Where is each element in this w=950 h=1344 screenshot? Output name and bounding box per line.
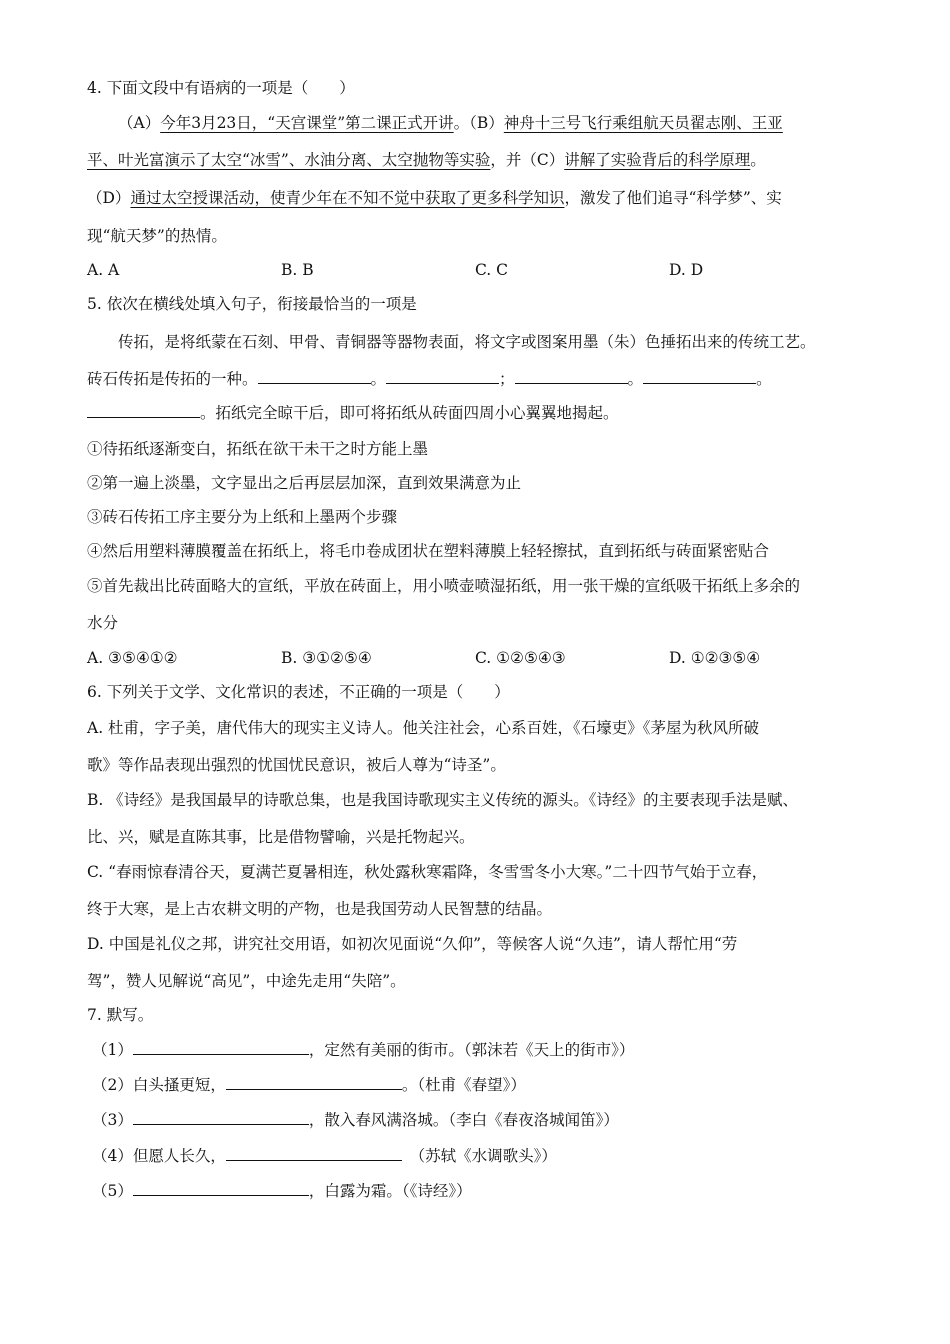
item-number: （3）	[92, 1111, 133, 1129]
q4-option-a[interactable]: A. A	[87, 261, 120, 279]
q6-option-a-cont: 歌》等作品表现出强烈的忧国忧民意识，被后人尊为“诗圣”。	[87, 756, 506, 774]
q4-passage-line-1	[118, 112, 890, 134]
segment-c: 讲解了实验背后的科学原理	[564, 151, 751, 169]
q4-option-d[interactable]: D. D	[669, 261, 704, 279]
label-c: （C）	[521, 151, 565, 169]
passage-text: ，激发了他们追寻“科学梦”、实	[564, 189, 782, 207]
item-text: （苏轼《水调歌头》）	[401, 1147, 557, 1165]
answer-blank[interactable]	[515, 368, 628, 384]
q6-option-b-cont: 比、兴，赋是直陈其事，比是借物譬喻，兴是托物起兴。	[87, 828, 475, 846]
punct: ，并	[490, 151, 522, 169]
q5-option-b[interactable]: B. ③①②⑤④	[281, 649, 372, 667]
q5-option-c[interactable]: C. ①②⑤④③	[475, 649, 566, 667]
q6-stem: 6. 下列关于文学、文化常识的表述，不正确的一项是（ ）	[87, 683, 510, 701]
item-number: （5）	[92, 1182, 133, 1200]
segment-b-cont: 平、叶光富演示了太空“冰雪”、水油分离、太空抛物等实验	[87, 151, 491, 169]
punct: 。	[756, 370, 772, 388]
q5-item-5-cont: 水分	[87, 614, 119, 632]
q4-passage-line-3	[87, 187, 890, 209]
q5-item-3: ③砖石传拓工序主要分为上纸和上墨两个步骤	[87, 508, 398, 526]
item-text: ，定然有美丽的街市。（郭沫若《天上的街市》）	[308, 1041, 635, 1059]
q4-option-b[interactable]: B. B	[281, 261, 314, 279]
q6-option-a[interactable]: A. 杜甫，字子美，唐代伟大的现实主义诗人。他关注社会，心系百姓，《石壕吏》《茅屋为秋风所破	[87, 719, 760, 737]
q7-item-3	[92, 1109, 890, 1131]
answer-blank[interactable]	[258, 368, 371, 384]
item-text: ，散入春风满洛城。（李白《春夜洛城闻笛》）	[308, 1111, 619, 1129]
q7-item-2	[92, 1074, 890, 1096]
q4-passage-line-4: 现“航天梦”的热情。	[87, 227, 227, 245]
q5-item-4: ④然后用塑料薄膜覆盖在拓纸上，将毛巾卷成团状在塑料薄膜上轻轻擦拭，直到拓纸与砖面紧密贴合	[87, 542, 770, 560]
q7-item-4	[92, 1145, 890, 1167]
segment-a: 今年3月23日，“天宫课堂”第二课正式开讲	[160, 114, 454, 132]
q4-passage-line-2	[87, 149, 890, 171]
answer-blank[interactable]	[643, 368, 756, 384]
q5-passage-line-2	[87, 368, 890, 390]
item-text: 但愿人长久，	[132, 1147, 226, 1165]
item-number: （4）	[92, 1147, 133, 1165]
q5-stem: 5. 依次在横线处填入句子，衔接最恰当的一项是	[87, 295, 417, 313]
q5-option-a[interactable]: A. ③⑤④①②	[87, 649, 178, 667]
punct: ；	[499, 370, 515, 388]
segment-b: 神舟十三号飞行乘组航天员翟志刚、王亚	[503, 114, 783, 132]
q6-option-d-cont: 驾”，赞人见解说“高见”，中途先走用“失陪”。	[87, 972, 406, 990]
q7-item-1	[92, 1039, 890, 1061]
q6-option-b[interactable]: B. 《诗经》是我国最早的诗歌总集，也是我国诗歌现实主义传统的源头。《诗经》的主要表现手法是赋、	[87, 791, 798, 809]
passage-text: 。拓纸完全晾干后，即可将拓纸从砖面四周小心翼翼地揭起。	[200, 404, 619, 422]
punct: 。	[453, 114, 470, 132]
item-text: 。（杜甫《春望》）	[401, 1076, 526, 1094]
q6-option-c[interactable]: C. “春雨惊春清谷天，夏满芒夏暑相连，秋处露秋寒霜降，冬雪雪冬小大寒。”二十四节气始于立春，	[87, 863, 768, 881]
punct: 。	[750, 151, 766, 169]
label-d: （D）	[87, 189, 131, 207]
label-a: （A）	[118, 114, 161, 132]
answer-blank[interactable]	[226, 1145, 402, 1161]
answer-blank[interactable]	[133, 1180, 309, 1196]
q7-item-5	[92, 1180, 890, 1202]
q5-passage-line-1: 传拓，是将纸蒙在石刻、甲骨、青铜器等器物表面，将文字或图案用墨（朱）色捶拓出来的传统工艺。	[118, 333, 816, 351]
punct: 。	[370, 370, 387, 388]
label-b: （B）	[469, 114, 504, 132]
q7-stem: 7. 默写。	[87, 1006, 154, 1024]
answer-blank[interactable]	[133, 1039, 309, 1055]
answer-blank[interactable]	[133, 1109, 309, 1125]
answer-blank[interactable]	[226, 1074, 402, 1090]
answer-blank[interactable]	[87, 402, 200, 418]
q4-option-c[interactable]: C. C	[475, 261, 509, 279]
q5-item-5: ⑤首先裁出比砖面略大的宣纸，平放在砖面上，用小喷壶喷湿拓纸，用一张干燥的宣纸吸干拓纸上多余的	[87, 577, 801, 595]
q6-option-c-cont: 终于大寒，是上古农耕文明的产物，也是我国劳动人民智慧的结晶。	[87, 900, 553, 918]
q5-item-1: ①待拓纸逐渐变白，拓纸在欲干未干之时方能上墨	[87, 440, 429, 458]
q5-option-d[interactable]: D. ①②③⑤④	[669, 649, 761, 667]
item-number: （2）	[92, 1076, 133, 1094]
q6-option-d[interactable]: D. 中国是礼仪之邦，讲究社交用语，如初次见面说“久仰”，等候客人说“久违”，请人帮忙用“劳	[87, 935, 738, 953]
punct: 。	[627, 370, 644, 388]
item-text: ，白露为霜。（《诗经》）	[308, 1182, 472, 1200]
item-text: 白头搔更短，	[132, 1076, 226, 1094]
q5-item-2: ②第一遍上淡墨，文字显出之后再层层加深，直到效果满意为止	[87, 474, 522, 492]
answer-blank[interactable]	[386, 368, 499, 384]
q5-passage-line-3	[87, 402, 890, 424]
q4-stem: 4. 下面文段中有语病的一项是（ ）	[87, 79, 355, 97]
passage-text: 砖石传拓是传拓的一种。	[87, 370, 258, 388]
item-number: （1）	[92, 1041, 133, 1059]
segment-d: 通过太空授课活动，使青少年在不知不觉中获取了更多科学知识	[130, 189, 565, 207]
